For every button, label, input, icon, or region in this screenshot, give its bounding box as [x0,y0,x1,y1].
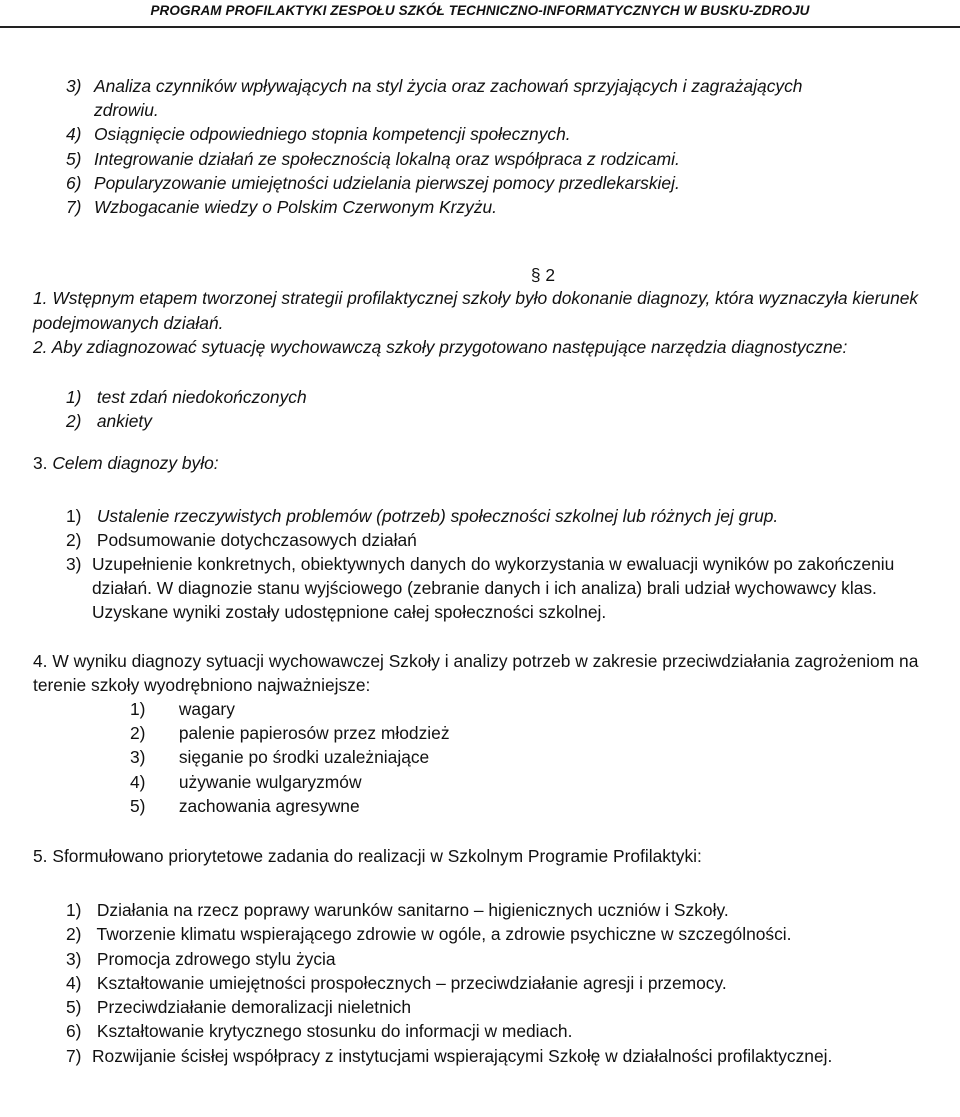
list-item [130,745,953,769]
section-sign: § 2 [530,265,556,286]
list-number: 2) [130,723,146,744]
list-text: ankiety [96,411,152,432]
list-number: 4) [130,771,146,792]
list-number: 4) [66,972,82,993]
list-text: Wzbogacanie wiedzy o Polskim Czerwonym Krzyżu. [94,197,498,218]
list-item [130,721,953,745]
paragraph-number: 2. [33,336,48,357]
list-number: 6) [66,172,82,193]
list-number: 5) [66,997,82,1018]
list-text: Podsumowanie dotychczasowych działań [96,529,417,550]
list-item [66,995,953,1019]
paragraph-number: 4. [33,650,48,671]
list-item [66,409,953,433]
list-text: Integrowanie działań ze społecznością lokalną oraz współpraca z rodzicami. [94,148,680,169]
list-number: 5) [130,795,146,816]
header-title: PROGRAM PROFILAKTYKI ZESPOŁU SZKÓŁ TECHNICZNO-INFORMATYCZNYCH W BUSKU-ZDROJU [150,3,810,18]
list-number: 7) [66,197,82,218]
list-text: Popularyzowanie umiejętności udzielania pierwszej pomocy przedlekarskiej. [94,172,680,193]
tools-list [66,385,953,433]
paragraph-text: Wstępnym etapem tworzonej strategii profilaktycznej szkoły było dokonanie diagnozy, która wyznaczyła kierunek podejmowanych działań. [33,288,919,333]
paragraph-text: Sformułowano priorytetowe zadania do realizacji w Szkolnym Programie Profilaktyki: [52,846,702,867]
list-item [66,898,953,922]
list-text: Uzupełnienie konkretnych, obiektywnych danych do wykorzystania w ewaluacji wyników po zakończeniu działań. W diagnozie stanu wyjściowego (zebranie danych i ich analiza) brali udział wychowawcy klas. Uzyskane wyniki zostały udostępnione całej społeczności szkolnej. [92,554,895,623]
list-item [66,385,953,409]
goals-list [66,504,953,625]
list-text: sięganie po środki uzależniające [178,747,430,768]
page-header [0,0,960,26]
list-item [66,971,953,995]
list-text: Analiza czynników wpływających na styl życia oraz zachowań sprzyjających i zagrażających zdrowiu. [94,76,803,121]
list-item [130,697,953,721]
list-text: Kształtowanie krytycznego stosunku do informacji w mediach. [96,1021,573,1042]
list-number: 5) [66,148,82,169]
list-item [66,922,953,946]
list-text: używanie wulgaryzmów [178,771,362,792]
list-text: Działania na rzecz poprawy warunków sanitarno – higienicznych uczniów i Szkoły. [96,900,729,921]
list-number: 1) [66,505,82,526]
list-number: 4) [66,124,82,145]
paragraph-number: 3. [33,453,48,474]
list-item [66,147,953,171]
list-item [66,171,953,195]
list-text: Przeciwdziałanie demoralizacji nieletnich [96,997,411,1018]
list-item [66,528,953,552]
list-item [130,770,953,794]
paragraph-4 [33,649,953,697]
header-divider [0,26,960,28]
list-number: 2) [66,529,82,550]
list-text: palenie papierosów przez młodzież [178,723,450,744]
list-item [66,947,953,971]
document-body [33,74,953,1068]
paragraph-2 [33,335,953,359]
list-number: 2) [66,924,82,945]
paragraph-number: 5. [33,846,48,867]
list-number: 3) [66,948,82,969]
list-text: Tworzenie klimatu wspierającego zdrowie w ogóle, a zdrowie psychiczne w szczególności. [96,924,792,945]
list-number: 7) [66,1045,82,1066]
list-number: 3) [66,554,82,575]
list-item [66,1019,953,1043]
paragraph-5 [33,844,953,868]
list-number: 3) [130,747,146,768]
paragraph-number: 1. [33,288,48,309]
list-number: 1) [66,387,82,408]
tasks-list [66,898,953,1067]
list-item [66,74,953,122]
paragraph-text: W wyniku diagnozy sytuacji wychowawczej Szkoły i analizy potrzeb w zakresie przeciwdziałania zagrożeniom na terenie szkoły wyodrębniono najważniejsze: [33,650,919,695]
list-text: Promocja zdrowego stylu życia [96,948,336,969]
list-number: 1) [66,900,82,921]
list-number: 2) [66,411,82,432]
list-item [66,122,953,146]
paragraph-text: Aby zdiagnozować sytuację wychowawczą szkoły przygotowano następujące narzędzia diagnostyczne: [51,336,848,357]
list-item [66,552,953,625]
list-item [66,504,953,528]
list-item [130,794,953,818]
list-text: Kształtowanie umiejętności prospołecznych – przeciwdziałanie agresji i przemocy. [96,972,727,993]
threats-list [130,697,953,818]
paragraph-3 [33,451,953,475]
list-number: 3) [66,76,82,96]
list-text: wagary [178,699,235,720]
list-number: 6) [66,1021,82,1042]
list-number: 1) [130,699,146,720]
list-text: Ustalenie rzeczywistych problemów (potrzeb) społeczności szkolnej lub różnych jej grup. [96,505,779,526]
list-item [66,1044,953,1068]
paragraph-text: Celem diagnozy było: [52,453,219,474]
list-text: zachowania agresywne [178,795,360,816]
list-text: Rozwijanie ścisłej współpracy z instytucjami wspierającymi Szkołę w działalności profilaktycznej. [92,1045,833,1066]
list-text: Osiągnięcie odpowiedniego stopnia kompetencji społecznych. [94,124,571,145]
list-text: test zdań niedokończonych [96,387,307,408]
list-item [66,195,953,219]
objectives-list [66,74,953,219]
paragraph-1 [33,286,953,334]
